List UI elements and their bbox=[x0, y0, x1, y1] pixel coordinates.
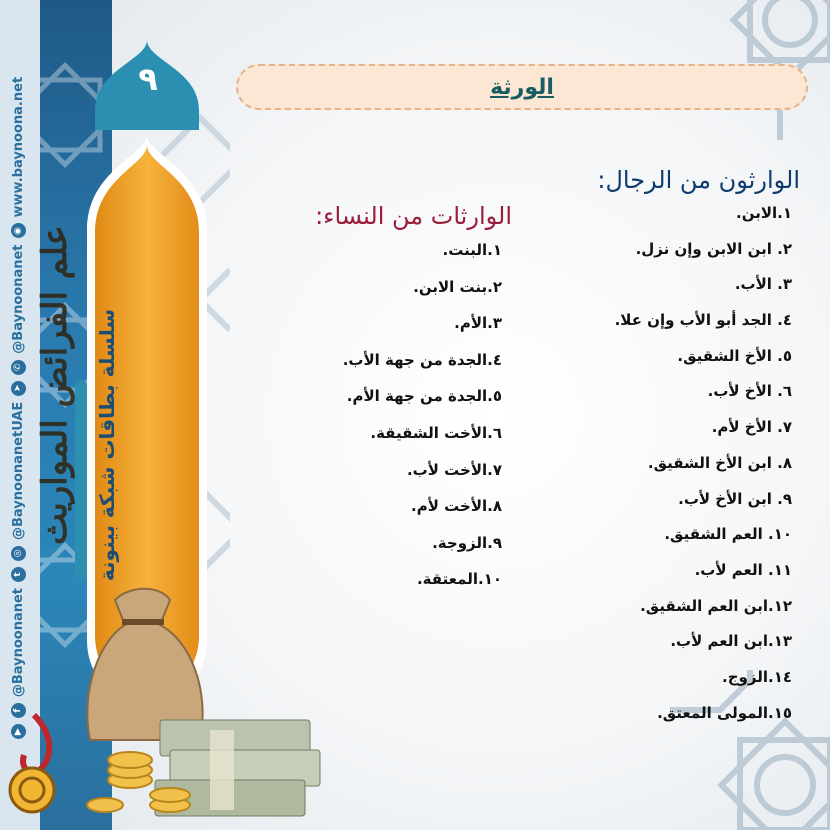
list-item: ٧.الأخت لأب. bbox=[406, 460, 502, 479]
list-item: ٥. الأخ الشقيق. bbox=[677, 346, 792, 365]
list-item: ٢. ابن الابن وإن نزل. bbox=[635, 239, 792, 258]
list-item: ٢.بنت الابن. bbox=[413, 277, 502, 296]
social-links bbox=[5, 18, 31, 798]
list-item: ٦.الأخت الشقيقة. bbox=[370, 423, 502, 442]
baynoona-logo bbox=[4, 710, 60, 820]
list-item: ١٠. العم الشقيق. bbox=[664, 525, 792, 544]
list-item: ١٤.الزوج. bbox=[722, 667, 792, 686]
list-item: ١٥.المولى المعتق. bbox=[657, 703, 792, 722]
men-heirs-list bbox=[500, 166, 800, 731]
list-item: ١٠.المعتقة. bbox=[416, 570, 502, 589]
facebook-icon[interactable]: f bbox=[11, 703, 26, 718]
list-item: ٣.الأم. bbox=[454, 314, 502, 333]
globe-icon: ◉ bbox=[11, 224, 26, 239]
youtube-icon[interactable]: ▶ bbox=[11, 724, 26, 739]
website-link[interactable]: www.baynoona.net bbox=[10, 76, 26, 218]
social-strip bbox=[0, 0, 40, 830]
list-item: ٩.الزوجة. bbox=[432, 533, 502, 552]
money-bag-illustration bbox=[60, 580, 330, 830]
list-item: ٤. الجد أبو الأب وإن علا. bbox=[614, 311, 792, 330]
women-items bbox=[252, 232, 502, 598]
whatsapp-icon[interactable]: ✆ bbox=[11, 360, 26, 375]
list-item: ١١. العم لأب. bbox=[694, 560, 792, 579]
list-item: ٧. الأخ لأم. bbox=[711, 418, 792, 437]
calligraphy-title: علم الفرائض المواريث bbox=[35, 225, 75, 545]
list-item: ٣. الأب. bbox=[734, 275, 792, 294]
social-handle-3[interactable]: @Baynoonanet bbox=[10, 244, 26, 354]
list-item: ٨.الأخت لأم. bbox=[411, 497, 502, 516]
social-handle-1[interactable]: @Baynoonanet bbox=[10, 587, 26, 698]
list-item: ٥.الجدة من جهة الأم. bbox=[346, 387, 502, 406]
social-handle-2[interactable]: @BaynoonanetUAE bbox=[10, 401, 26, 540]
page-title: الورثة bbox=[490, 74, 554, 100]
list-item: ١٢.ابن العم الشقيق. bbox=[640, 596, 792, 615]
series-name: سلسلة بطاقات شبكة بينونة bbox=[95, 308, 119, 582]
women-heirs-list bbox=[252, 202, 512, 598]
card-number: ٩ bbox=[138, 60, 158, 98]
title-banner bbox=[236, 64, 808, 110]
list-item: ٦. الأخ لأب. bbox=[707, 382, 792, 401]
men-heading: الوارثون من الرجال: bbox=[597, 166, 800, 194]
list-item: ٨. ابن الأخ الشقيق. bbox=[647, 453, 792, 472]
telegram-icon[interactable]: ➤ bbox=[11, 381, 26, 396]
twitter-icon[interactable]: t bbox=[11, 567, 26, 582]
instagram-icon[interactable]: ◎ bbox=[11, 546, 26, 561]
list-item: ١.الابن. bbox=[736, 204, 792, 222]
list-item: ٩. ابن الأخ لأب. bbox=[678, 489, 792, 508]
list-item: ١.البنت. bbox=[442, 241, 502, 259]
list-item: ١٣.ابن العم لأب. bbox=[670, 632, 792, 651]
women-heading: الوارثات من النساء: bbox=[315, 202, 512, 230]
list-item: ٤.الجدة من جهة الأب. bbox=[342, 350, 502, 369]
men-items bbox=[500, 196, 792, 731]
